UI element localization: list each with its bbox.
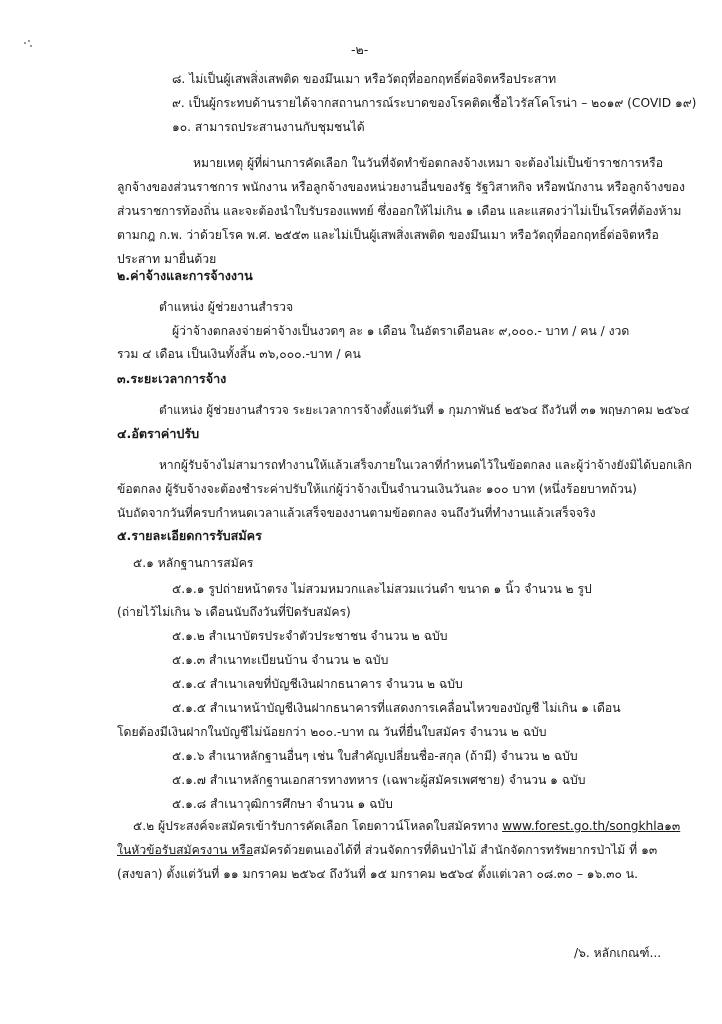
section-5-2-text: ๕.๒ ผู้ประสงค์จะสมัครเข้ารับการคัดเลือก โดยดาวน์โหลดใบสมัครทาง	[133, 819, 503, 833]
remark-line: ตามกฎ ก.พ. ว่าด้วยโรค พ.ศ. ๒๕๕๓ และไม่เป็นผู้เสพสิ่งเสพติด ของมึนเมา หรือวัตถุที่ออกฤทธิ์ต่อจิตหรือ	[117, 228, 659, 242]
section-2-line: ผู้ว่าจ้างตกลงจ่ายค่าจ้างเป็นงวดๆ ละ ๑ เดือน ในอัตราเดือนละ ๙,๐๐๐.- บาท / คน / งวด	[172, 324, 630, 338]
continuation-note: /๖. หลักเกณฑ์...	[574, 946, 662, 960]
section-4-line: นับถัดจากวันที่ครบกำหนดเวลาแล้วเสร็จของงานตามข้อตกลง จนถึงวันที่ทำงานแล้วเสร็จจริง	[117, 506, 596, 520]
remark-line: ส่วนราชการท้องถิ่น และจะต้องนำใบรับรองแพทย์ ซึ่งออกให้ไม่เกิน ๑ เดือน และแสดงว่าไม่เป็นโรคที่ต้องห้าม	[117, 204, 682, 218]
section-4-line: หากผู้รับจ้างไม่สามารถทำงานให้แล้วเสร็จภายในเวลาที่กำหนดไว้ในข้อตกลง และผู้ว่าจ้างยังมิได้บอกเลิก	[159, 458, 692, 472]
item-5-1-3: ๕.๑.๓ สำเนาทะเบียนบ้าน จำนวน ๒ ฉบับ	[172, 653, 389, 667]
remark-line: ประสาท มายื่นด้วย	[117, 252, 217, 266]
section-3-line: ตำแหน่ง ผู้ช่วยงานสำรวจ ระยะเวลาการจ้างตั้งแต่วันที่ ๑ กุมภาพันธ์ ๒๕๖๔ ถึงวันที่ ๓๑ พฤษภาคม ๒๕๖๔	[159, 403, 690, 417]
section-5-2-text-2: สมัครด้วยตนเองได้ที่ ส่วนจัดการที่ดินป่าไม้ สำนักจัดการทรัพยากรป่าไม้ ที่ ๑๓	[253, 843, 658, 857]
qualification-10: ๑๐. สามารถประสานงานกับชุมชนได้	[172, 120, 365, 134]
section-4-heading: ๔.อัตราค่าปรับ	[117, 426, 200, 441]
qualification-8: ๘. ไม่เป็นผู้เสพสิ่งเสพติด ของมึนเมา หรือวัตถุที่ออกฤทธิ์ต่อจิตหรือประสาท	[172, 72, 557, 86]
section-5-2-line-3: (สงขลา) ตั้งแต่วันที่ ๑๑ มกราคม ๒๕๖๔ ถึงวันที่ ๑๕ มกราคม ๒๕๖๔ ตั้งแต่เวลา ๐๘.๓๐ – ๑๖.๓๐ น.	[117, 867, 638, 881]
remark-line: ลูกจ้างของส่วนราชการ พนักงาน หรือลูกจ้างของหน่วยงานอื่นของรัฐ รัฐวิสาหกิจ หรือพนักงาน หรือลูกจ้างของ	[117, 180, 685, 194]
item-5-1-4: ๕.๑.๔ สำเนาเลขที่บัญชีเงินฝากธนาคาร จำนวน ๒ ฉบับ	[172, 677, 463, 691]
section-2-position: ตำแหน่ง ผู้ช่วยงานสำรวจ	[159, 300, 294, 314]
remark-line: หมายเหตุ ผู้ที่ผ่านการคัดเลือก ในวันที่จัดทำข้อตกลงจ้างเหมา จะต้องไม่เป็นข้าราชการหรือ	[193, 156, 664, 170]
item-5-1-8: ๕.๑.๘ สำเนาวุฒิการศึกษา จำนวน ๑ ฉบับ	[172, 797, 393, 811]
item-5-1-5: ๕.๑.๕ สำเนาหน้าบัญชีเงินฝากธนาคารที่แสดงการเคลื่อนไหวของบัญชี ไม่เกิน ๑ เดือน	[172, 701, 621, 715]
item-5-1-1: ๕.๑.๑ รูปถ่ายหน้าตรง ไม่สวมหมวกและไม่สวมแว่นดำ ขนาด ๑ นิ้ว จำนวน ๒ รูป	[172, 582, 592, 596]
section-5-1-heading: ๕.๑ หลักฐานการสมัคร	[133, 556, 254, 570]
section-5-2-line	[133, 817, 680, 835]
section-5-2-line-2	[117, 841, 657, 859]
job-section-link[interactable]: ในหัวข้อรับสมัครงาน หรือ	[117, 843, 254, 857]
item-5-1-6: ๕.๑.๖ สำเนาหลักฐานอื่นๆ เช่น ใบสำคัญเปลี่ยนชื่อ-สกุล (ถ้ามี) จำนวน ๒ ฉบับ	[172, 749, 578, 763]
item-5-1-1-cont: (ถ่ายไว้ไม่เกิน ๖ เดือนนับถึงวันที่ปิดรับสมัคร)	[117, 605, 351, 619]
page-number: -๒-	[351, 42, 369, 57]
item-5-1-7: ๕.๑.๗ สำเนาหลักฐานเอกสารทางทหาร (เฉพาะผู้สมัครเพศชาย) จำนวน ๑ ฉบับ	[172, 773, 586, 787]
qualification-9: ๙. เป็นผู้กระทบด้านรายได้จากสถานการณ์ระบาดของโรคติดเชื้อไวรัสโคโรน่า – ๒๐๑๙ (COVID ๑๙)	[172, 96, 697, 110]
section-4-line: ข้อตกลง ผู้รับจ้างจะต้องชำระค่าปรับให้แก่ผู้ว่าจ้างเป็นจำนวนเงินวันละ ๑๐๐ บาท (หนึ่งร้อยบาทถ้วน)	[117, 482, 637, 496]
section-2-line: รวม ๔ เดือน เป็นเงินทั้งสิ้น ๓๖,๐๐๐.-บาท / คน	[117, 347, 361, 361]
section-2-heading: ๒.ค่าจ้างและการจ้างงาน	[117, 268, 253, 283]
scan-speck	[24, 40, 33, 49]
application-url-link[interactable]: www.forest.go.th/songkhla๑๓	[502, 819, 681, 833]
item-5-1-2: ๕.๑.๒ สำเนาบัตรประจำตัวประชาชน จำนวน ๒ ฉบับ	[172, 629, 448, 643]
item-5-1-5-cont: โดยต้องมีเงินฝากในบัญชีไม่น้อยกว่า ๒๐๐.-บาท ณ วันที่ยื่นใบสมัคร จำนวน ๒ ฉบับ	[117, 725, 547, 739]
section-5-heading: ๕.รายละเอียดการรับสมัคร	[117, 528, 262, 543]
section-3-heading: ๓.ระยะเวลาการจ้าง	[117, 371, 227, 386]
